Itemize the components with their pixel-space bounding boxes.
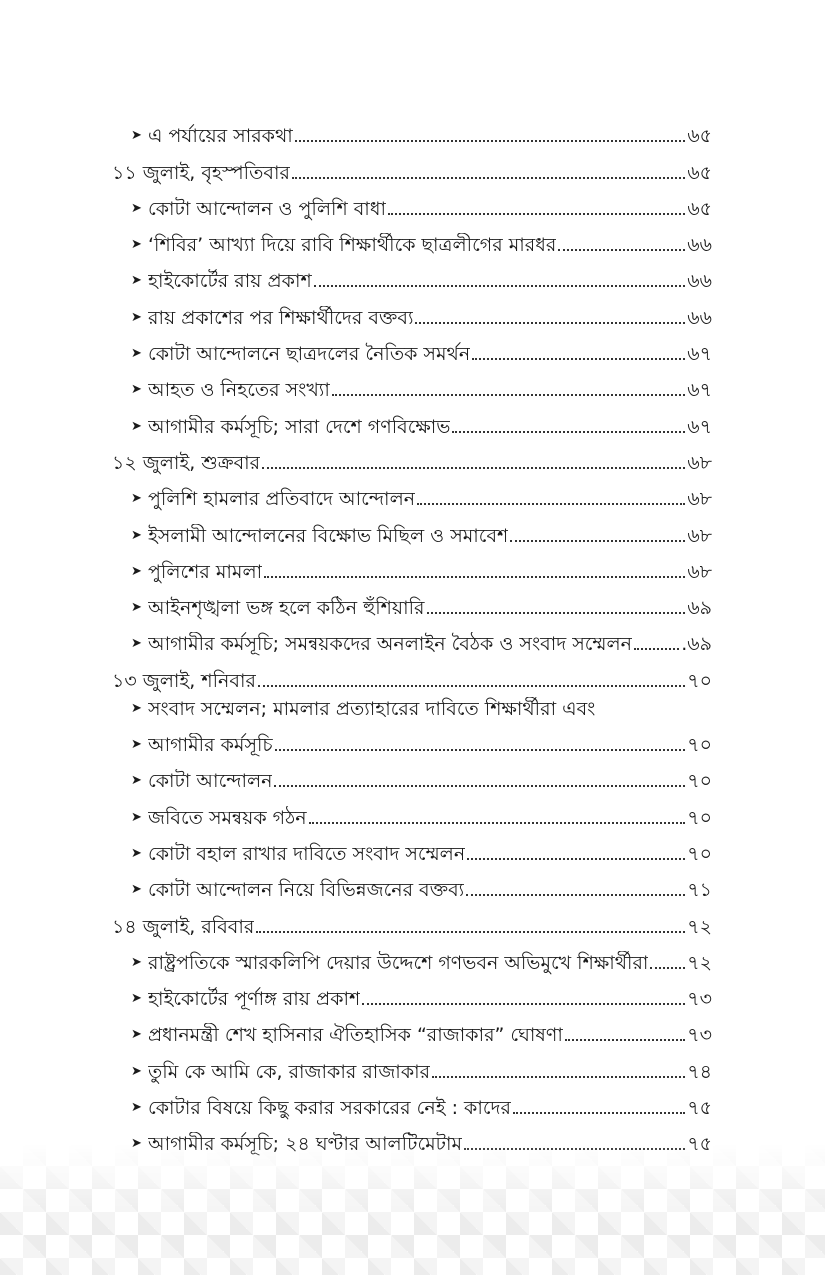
toc-entry: [112, 112, 712, 148]
toc-page-number: ৭৫: [687, 1097, 712, 1120]
arrow-bullet-icon: ➤: [131, 527, 142, 543]
toc-entry-title: ইসলামী আন্দোলনের বিক্ষোভ মিছিল ও সমাবেশ: [148, 524, 509, 547]
toc-page-number: ৭০: [687, 806, 712, 829]
toc-entry-title: জবিতে সমন্বয়ক গঠন: [148, 806, 307, 829]
table-of-contents: [112, 112, 712, 1156]
toc-entry-title: হাইকোর্টের পূর্ণাঙ্গ রায় প্রকাশ: [148, 988, 361, 1011]
dot-leader: [634, 648, 679, 650]
toc-entry-title: আহত ও নিহতের সংখ্যা: [148, 379, 330, 402]
toc-entry-title: প্রধানমন্ত্রী শেখ হাসিনার ঐতিহাসিক “রাজাকার” ঘোষণা: [148, 1024, 563, 1047]
toc-page-number: ৬৭: [687, 415, 712, 438]
dot-leader: [275, 749, 686, 751]
toc-page-number: ৬৭: [687, 379, 712, 402]
arrow-bullet-icon: ➤: [131, 700, 142, 716]
dot-leader: [264, 576, 685, 578]
toc-entry-title: কোটা আন্দোলন ও পুলিশি বাধা: [148, 197, 386, 220]
toc-page-number: ৬৫: [687, 125, 712, 148]
dot-leader: [314, 285, 686, 287]
toc-entry-title: ১১ জুলাই, বৃহস্পতিবার: [112, 161, 290, 184]
toc-page-number: ৭২: [687, 951, 712, 974]
dot-leader: [472, 358, 685, 360]
toc-entry: [112, 584, 712, 620]
toc-page-number: ৭৪: [687, 1060, 712, 1083]
arrow-bullet-icon: ➤: [131, 418, 142, 434]
toc-page-number: ৬৮: [687, 524, 712, 547]
toc-page-number: ৭৩: [687, 988, 712, 1011]
dot-leader: [332, 394, 685, 396]
toc-entry-title: এ পর্যায়ের সারকথা: [148, 125, 293, 148]
toc-entry-title: পুলিশের মামলা: [148, 560, 263, 583]
toc-entry: [112, 511, 712, 547]
toc-page-number: ৬৮: [687, 560, 712, 583]
arrow-bullet-icon: ➤: [131, 273, 142, 289]
dot-leader: [467, 858, 685, 860]
dot-leader: [565, 1039, 685, 1041]
arrow-bullet-icon: ➤: [131, 809, 142, 825]
toc-entry-title: পুলিশি হামলার প্রতিবাদে আন্দোলন: [148, 488, 416, 511]
toc-date-heading: [112, 148, 712, 184]
toc-entry: [112, 830, 712, 866]
toc-page-number: ৬৫: [687, 197, 712, 220]
toc-page-number: ৬৫: [687, 161, 712, 184]
toc-date-heading: [112, 656, 712, 692]
toc-entry-title: কোটার বিষয়ে কিছু করার সরকারের নেই : কাদের: [148, 1097, 511, 1120]
toc-entry-title: আইনশৃঙ্খলা ভঙ্গ হলে কঠিন হুঁশিয়ারি: [148, 597, 425, 620]
toc-date-heading: [112, 902, 712, 938]
dot-leader: [513, 1112, 685, 1114]
dot-leader: [274, 785, 685, 787]
dot-leader: [417, 503, 685, 505]
toc-page-number: ৬৮: [687, 451, 712, 474]
toc-entry: [112, 939, 712, 975]
toc-entry: [112, 693, 712, 721]
toc-entry-title: তুমি কে আমি কে, রাজাকার রাজাকার: [148, 1060, 431, 1083]
toc-entry: [112, 402, 712, 438]
arrow-bullet-icon: ➤: [131, 309, 142, 325]
toc-entry-title: ১৪ জুলাই, রবিবার: [112, 915, 255, 938]
arrow-bullet-icon: ➤: [131, 128, 142, 144]
arrow-bullet-icon: ➤: [131, 1027, 142, 1043]
arrow-bullet-icon: ➤: [131, 773, 142, 789]
dot-leader: [258, 685, 685, 687]
arrow-bullet-icon: ➤: [131, 600, 142, 616]
toc-page-number: ৭০: [687, 770, 712, 793]
toc-entry: [112, 975, 712, 1011]
toc-page-number: ৬৬: [687, 270, 712, 293]
dot-leader: [292, 177, 685, 179]
toc-entry: [112, 221, 712, 257]
toc-page-number: ৬৯: [687, 597, 712, 620]
arrow-bullet-icon: ➤: [131, 1063, 142, 1079]
arrow-bullet-icon: ➤: [131, 491, 142, 507]
arrow-bullet-icon: ➤: [131, 382, 142, 398]
dot-leader: [432, 1076, 685, 1078]
arrow-bullet-icon: ➤: [131, 346, 142, 362]
toc-page-number: ৭১: [687, 879, 712, 902]
toc-page-number: ৭৩: [687, 1024, 712, 1047]
toc-page-number: ৭০: [687, 669, 712, 692]
toc-entry: [112, 475, 712, 511]
toc-page-number: ৬৮: [687, 488, 712, 511]
dot-leader: [309, 822, 686, 824]
arrow-bullet-icon: ➤: [131, 237, 142, 253]
arrow-bullet-icon: ➤: [131, 845, 142, 861]
dot-leader: [558, 249, 685, 251]
dot-leader: [388, 213, 685, 215]
toc-page-number: .৬৯: [681, 633, 712, 656]
toc-entry-title: ১৩ জুলাই, শনিবার: [112, 669, 256, 692]
toc-entry: [112, 1047, 712, 1083]
dot-leader: [466, 894, 685, 896]
toc-page-number: ৬৬: [687, 234, 712, 257]
toc-entry: [112, 548, 712, 584]
toc-entry-title: আগামীর কর্মসূচি; সমন্বয়কদের অনলাইন বৈঠক ও সংবাদ সম্মেলন: [148, 633, 633, 656]
toc-entry-title: রাষ্ট্রপতিকে স্মারকলিপি দেয়ার উদ্দেশে গণভবন অভিমুখে শিক্ষার্থীরা: [148, 951, 649, 974]
toc-entry: [112, 330, 712, 366]
dot-leader: [452, 431, 685, 433]
toc-entry-title: আগামীর কর্মসূচি: [148, 734, 273, 757]
arrow-bullet-icon: ➤: [131, 200, 142, 216]
dot-leader: [415, 322, 685, 324]
toc-entry: [112, 620, 712, 656]
toc-entry-title: কোটা আন্দোলনে ছাত্রদলের নৈতিক সমর্থন: [148, 343, 471, 366]
arrow-bullet-icon: ➤: [131, 563, 142, 579]
toc-entry-title: কোটা আন্দোলন: [148, 770, 273, 793]
dot-leader: [262, 467, 685, 469]
dot-leader: [510, 540, 685, 542]
toc-page-number: ৬৭: [687, 343, 712, 366]
dot-leader: [427, 612, 686, 614]
toc-entry-title: কোটা আন্দোলন নিয়ে বিভিন্নজনের বক্তব্য: [148, 879, 465, 902]
arrow-bullet-icon: ➤: [131, 991, 142, 1007]
arrow-bullet-icon: ➤: [131, 1100, 142, 1116]
toc-entry-title: ‘শিবির’ আখ্যা দিয়ে রাবি শিক্ষার্থীকে ছাত্রলীগের মারধর: [148, 234, 557, 257]
toc-entry: [112, 366, 712, 402]
toc-entry-title: হাইকোর্টের রায় প্রকাশ: [148, 270, 312, 293]
dot-leader: [295, 140, 686, 142]
toc-entry: [112, 793, 712, 829]
toc-entry-title: কোটা বহাল রাখার দাবিতে সংবাদ সম্মেলন: [148, 842, 466, 865]
dot-leader: [650, 967, 685, 969]
toc-entry: [112, 721, 712, 757]
toc-page-number: ৭০: [687, 734, 712, 757]
arrow-bullet-icon: ➤: [131, 737, 142, 753]
toc-entry: [112, 257, 712, 293]
toc-entry-title: ১২ জুলাই, শুক্রবার: [112, 451, 261, 474]
arrow-bullet-icon: ➤: [131, 882, 142, 898]
toc-entry: [112, 1084, 712, 1120]
toc-entry: [112, 866, 712, 902]
toc-entry: [112, 185, 712, 221]
toc-page-number: ৭০: [687, 842, 712, 865]
toc-page-number: ৭২: [687, 915, 712, 938]
toc-entry: [112, 1011, 712, 1047]
toc-entry-title: আগামীর কর্মসূচি; সারা দেশে গণবিক্ষোভ: [148, 415, 451, 438]
dot-leader: [256, 931, 685, 933]
toc-entry-title: সংবাদ সম্মেলন; মামলার প্রত্যাহারের দাবিতে শিক্ষার্থীরা এবং: [148, 697, 596, 720]
toc-entry: [112, 757, 712, 793]
toc-entry-title: রায় প্রকাশের পর শিক্ষার্থীদের বক্তব্য: [148, 306, 414, 329]
footer-diamond-pattern: [0, 1143, 825, 1275]
toc-page-number: ৬৬: [687, 306, 712, 329]
arrow-bullet-icon: ➤: [131, 636, 142, 652]
toc-date-heading: [112, 439, 712, 475]
arrow-bullet-icon: ➤: [131, 954, 142, 970]
dot-leader: [362, 1003, 685, 1005]
toc-entry: [112, 293, 712, 329]
